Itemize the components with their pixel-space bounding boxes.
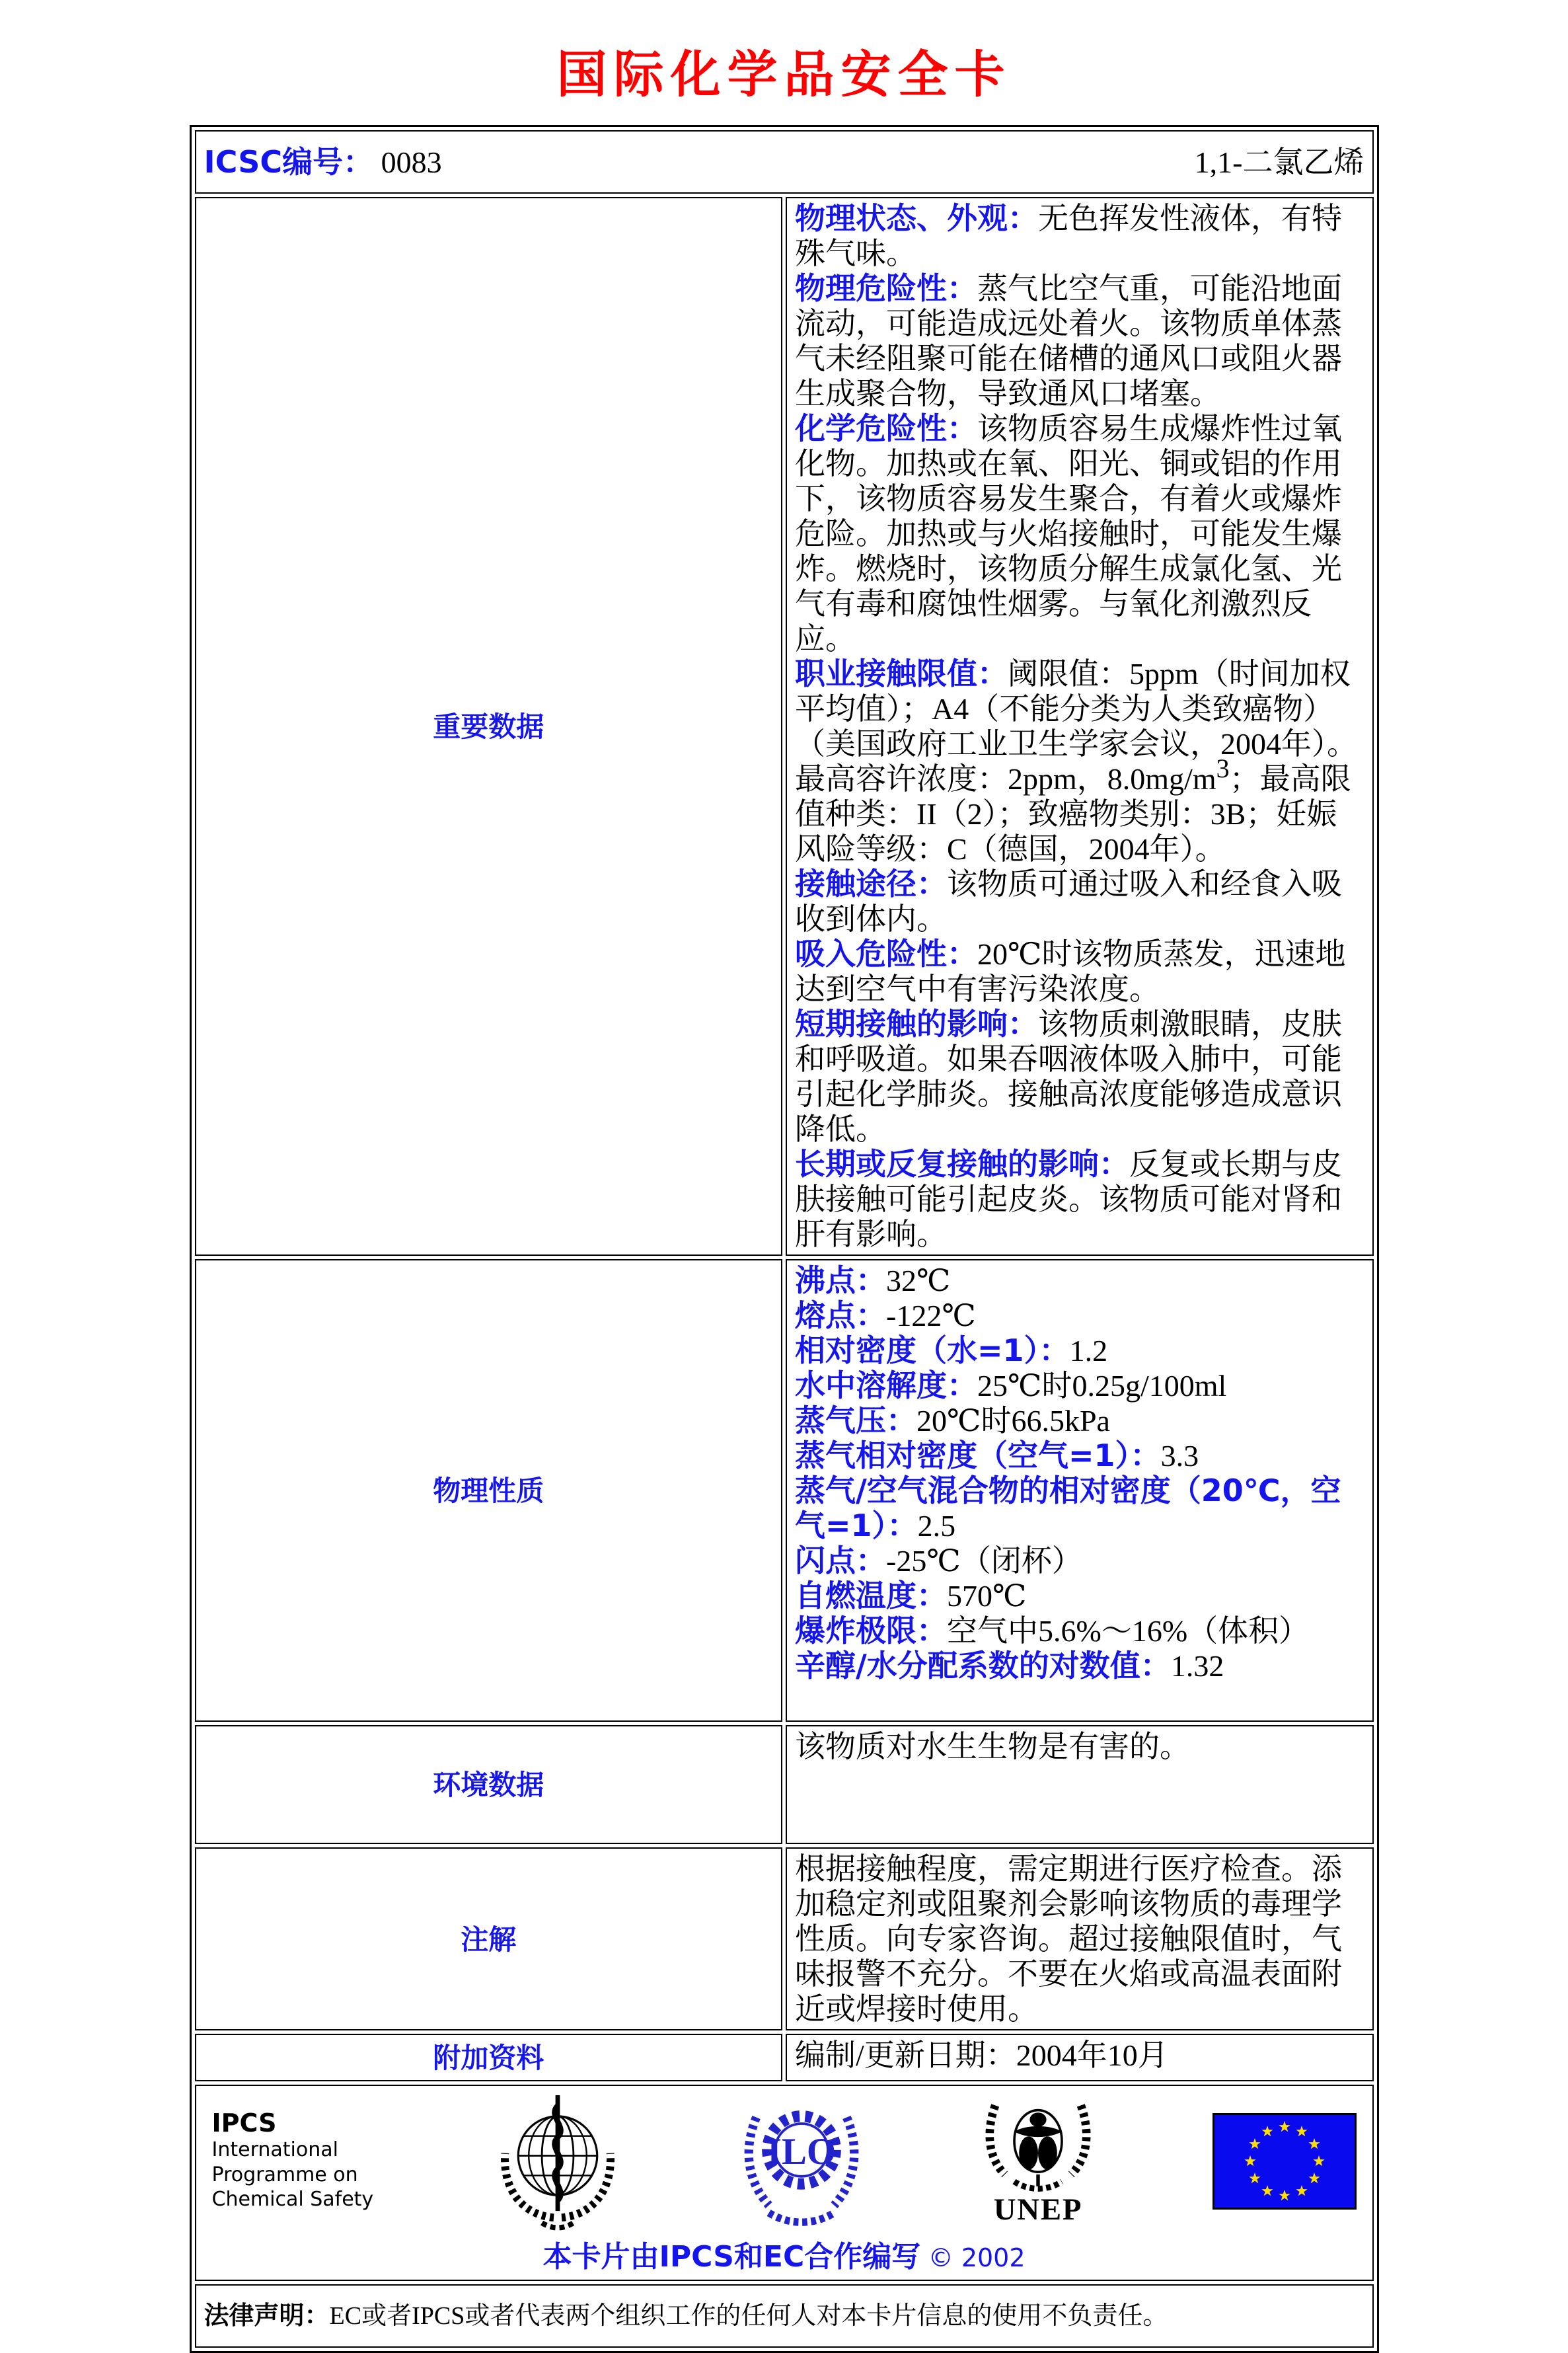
icsc-card xyxy=(190,34,1379,2353)
ipcs-text-block xyxy=(212,2110,377,2212)
melting-point-item: 熔点：-122℃ xyxy=(795,1297,976,1333)
additional-info-label: 附加资料 xyxy=(433,2042,544,2074)
legal-cell xyxy=(195,2284,1374,2348)
chemical-hazard-item: 化学危险性：该物质容易生成爆炸性过氧化物。加热或在氧、阳光、铜或铝的作用下，该物质容易发生聚合，有着火或爆炸危险。加热或与火焰接触时，可能发生爆炸。燃烧时，该物质分解生成氯化氢、光气有毒和腐蚀性烟雾。与氧化剂激烈反应。 xyxy=(795,410,1342,656)
legal-text: EC或者IPCS或者代表两个组织工作的任何人对本卡片信息的使用不负责任。 xyxy=(329,2302,1168,2330)
important-data-content xyxy=(786,197,1374,1256)
boiling-point-item: 沸点：32℃ xyxy=(795,1262,951,1298)
additional-info-label-cell xyxy=(195,2034,783,2081)
environmental-data-label-cell xyxy=(195,1725,783,1844)
ipcs-title: IPCS xyxy=(211,2108,277,2138)
icsc-number-value: 0083 xyxy=(381,145,442,179)
unep-logo-text: UNEP xyxy=(993,2192,1083,2227)
physical-properties-content xyxy=(786,1259,1374,1722)
legal-row xyxy=(195,2284,1374,2348)
inhalation-risk-item: 吸入危险性：20℃时该物质蒸发，迅速地达到空气中有害污染浓度。 xyxy=(795,936,1346,1006)
notes-content xyxy=(786,1847,1374,2030)
update-date-text: 编制/更新日期：2004年10月 xyxy=(795,2038,1168,2072)
additional-info-content xyxy=(786,2034,1374,2081)
copyright-text: © 2002 xyxy=(928,2243,1026,2272)
notes-label-cell xyxy=(195,1847,783,2030)
short-term-effects-item: 短期接触的影响：该物质刺激眼睛，皮肤和呼吸道。如果吞咽液体吸入肺中，可能引起化学肺炎。接触高浓度能够造成意识降低。 xyxy=(795,1006,1342,1146)
superscript-3: 3 xyxy=(1216,753,1230,783)
long-term-effects-item: 长期或反复接触的影响：反复或长期与皮肤接触可能引起皮炎。该物质可能对肾和肝有影响。 xyxy=(795,1146,1342,1251)
ilo-logo-text: ILO xyxy=(766,2130,836,2173)
occupational-exposure-limit-item: 职业接触限值：阈限值：5ppm（时间加权平均值）；A4（不能分类为人类致癌物）（美国政府工业卫生学家会议，2004年）。最高容许浓度：2ppm，8.0mg/m3；最高限值种类：II（2）；致癌物类别：3B；妊娠风险等级：C（德国，2004年）。 xyxy=(795,656,1357,866)
environmental-data-row xyxy=(195,1725,1374,1844)
chemical-name: 1,1-二氯乙烯 xyxy=(1194,145,1364,179)
important-data-row xyxy=(195,197,1374,1256)
physical-hazard-item: 物理危险性：蒸气比空气重，可能沿地面流动，可能造成远处着火。该物质单体蒸气未经阻聚可能在储槽的通风口或阻火器生成聚合物，导致通风口堵塞。 xyxy=(795,270,1342,410)
flash-point-item: 闪点：-25℃（闭杯） xyxy=(795,1543,1082,1578)
ilo-logo-icon xyxy=(739,2092,864,2231)
important-data-label-cell xyxy=(195,197,783,1256)
relative-density-item: 相对密度（水=1）：1.2 xyxy=(795,1332,1108,1368)
footer-row xyxy=(195,2085,1374,2281)
notes-row xyxy=(195,1847,1374,2030)
legal-label: 法律声明： xyxy=(204,2301,330,2330)
environmental-data-label: 环境数据 xyxy=(433,1769,544,1801)
credit-text: 本卡片由IPCS和EC合作编写 xyxy=(542,2240,921,2274)
footer-cell xyxy=(195,2085,1374,2281)
vapor-relative-density-item: 蒸气相对密度（空气=1）：3.3 xyxy=(795,1438,1199,1473)
vapor-pressure-item: 蒸气压：20℃时66.5kPa xyxy=(795,1403,1110,1438)
icsc-number-label: ICSC编号： xyxy=(204,143,374,180)
vapor-air-mixture-density-item: 蒸气/空气混合物的相对密度（20℃，空气=1）：2.5 xyxy=(795,1473,1341,1543)
credit-line xyxy=(209,2239,1359,2276)
eu-flag-icon xyxy=(1213,2113,1357,2210)
header-cell xyxy=(195,130,1374,194)
explosive-limits-item: 爆炸极限：空气中5.6%～16%（体积） xyxy=(795,1613,1310,1648)
header-row xyxy=(195,130,1374,194)
who-logo-icon xyxy=(492,2090,624,2232)
logo-strip xyxy=(209,2090,1359,2232)
physical-properties-row xyxy=(195,1259,1374,1722)
physical-properties-label-cell xyxy=(195,1259,783,1722)
octanol-water-partition-item: 辛醇/水分配系数的对数值：1.32 xyxy=(795,1648,1224,1683)
additional-info-row xyxy=(195,2034,1374,2081)
physical-properties-label: 物理性质 xyxy=(433,1475,544,1507)
notes-label: 注解 xyxy=(461,1923,517,1956)
environmental-data-text: 该物质对水生生物是有害的。 xyxy=(795,1730,1190,1763)
notes-text: 根据接触程度，需定期进行医疗检查。添加稳定剂或阻聚剂会影响该物质的毒理学性质。向专家咨询。超过接触限值时，气味报警不充分。不要在火焰或高温表面附近或焊接时使用。 xyxy=(795,1852,1342,2026)
exposure-routes-item: 接触途径：该物质可通过吸入和经食入吸收到体内。 xyxy=(795,866,1342,936)
icsc-card-table xyxy=(190,125,1379,2353)
water-solubility-item: 水中溶解度：25℃时0.25g/100ml xyxy=(795,1368,1227,1403)
icsc-number-group xyxy=(204,145,442,180)
unep-logo-icon xyxy=(979,2095,1098,2227)
important-data-label: 重要数据 xyxy=(433,711,544,743)
environmental-data-content xyxy=(786,1725,1374,1844)
page-title: 国际化学品安全卡 xyxy=(556,48,1012,103)
autoignition-temperature-item: 自燃温度：570℃ xyxy=(795,1578,1027,1613)
physical-state-item: 物理状态、外观：无色挥发性液体，有特殊气味。 xyxy=(795,200,1342,270)
ipcs-subtitle: International Programme on Chemical Safety xyxy=(211,2138,374,2212)
